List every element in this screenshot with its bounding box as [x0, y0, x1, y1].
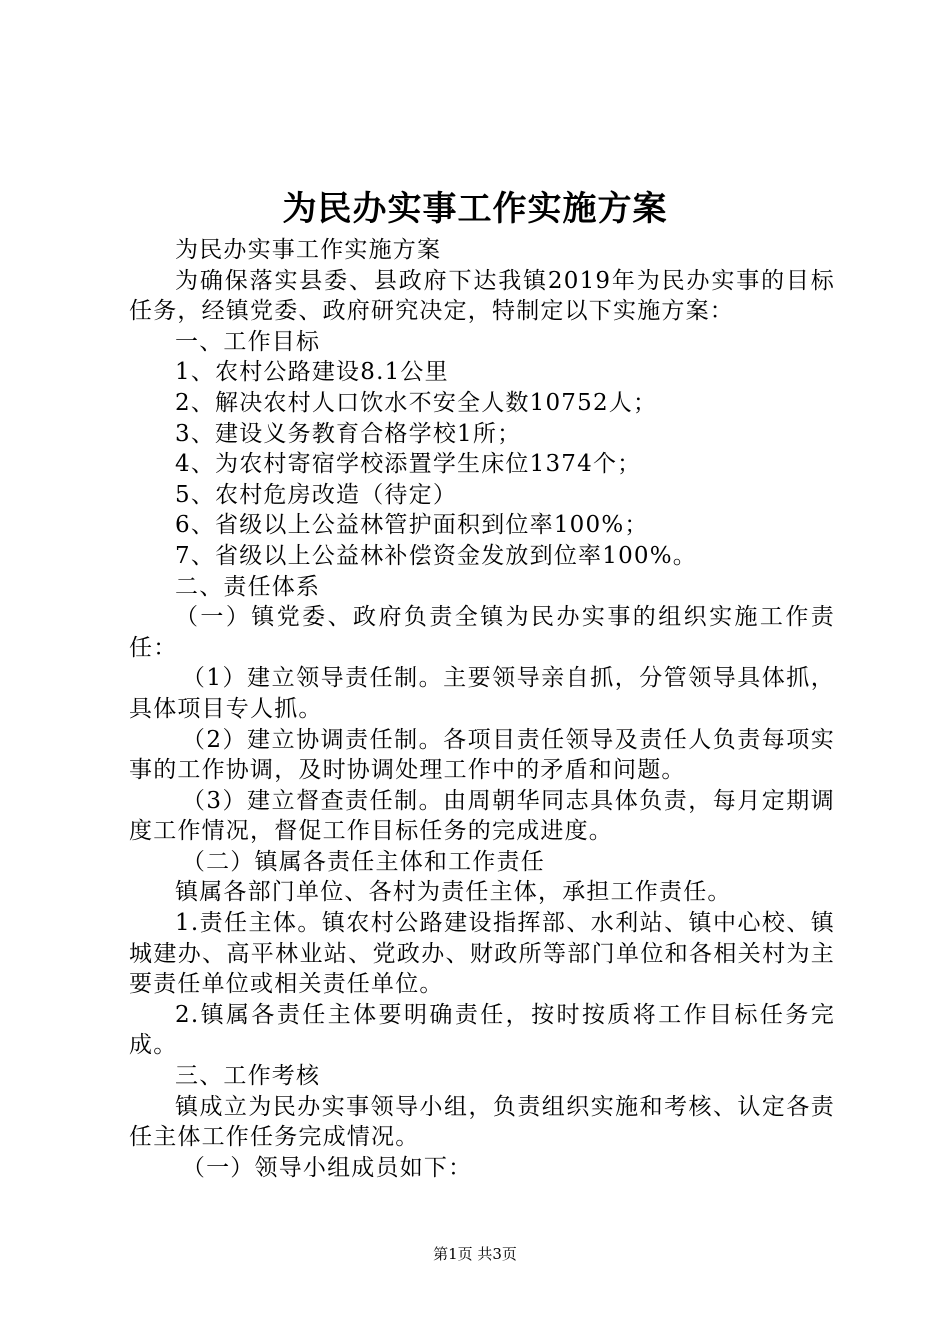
paragraph: 1.责任主体。镇农村公路建设指挥部、水利站、镇中心校、镇城建办、高平林业站、党政办、财政所等部门单位和各相关村为主要责任单位或相关责任单位。 [129, 910, 835, 998]
section-heading: 一、工作目标 [175, 328, 321, 355]
list-item: 6、省级以上公益林管护面积到位率100%； [175, 512, 649, 539]
paragraph: 为确保落实县委、县政府下达我镇2019年为民办实事的目标任务，经镇党委、政府研究决定，特制定以下实施方案： [129, 267, 835, 325]
subsection-heading: （一）领导小组成员如下： [181, 1154, 473, 1181]
paragraph: （2）建立协调责任制。各项目责任领导及责任人负责每项实事的工作协调，及时协调处理工作中的矛盾和问题。 [129, 726, 835, 784]
list-item: 2、解决农村人口饮水不安全人数10752人； [175, 389, 658, 416]
paragraph: （1）建立领导责任制。主要领导亲自抓，分管领导具体抓，具体项目专人抓。 [129, 665, 835, 722]
section-heading: 二、责任体系 [175, 573, 321, 600]
list-item: 4、为农村寄宿学校添置学生床位1374个； [175, 451, 642, 478]
paragraph: （3）建立督查责任制。由周朝华同志具体负责，每月定期调度工作情况，督促工作目标任务的完成进度。 [129, 787, 835, 845]
subsection-heading: （二）镇属各责任主体和工作责任 [181, 848, 545, 875]
document-title: 为民办实事工作实施方案 [282, 189, 668, 229]
list-item: 3、建设义务教育合格学校1所； [175, 420, 522, 447]
list-item: 5、农村危房改造（待定） [175, 481, 458, 508]
list-item: 1、农村公路建设8.1公里 [175, 359, 449, 386]
section-heading: 三、工作考核 [175, 1063, 321, 1090]
paragraph: （一）镇党委、政府负责全镇为民办实事的组织实施工作责任： [129, 604, 835, 661]
paragraph: 为民办实事工作实施方案 [175, 237, 442, 263]
paragraph: 镇成立为民办实事领导小组，负责组织实施和考核、认定各责任主体工作任务完成情况。 [129, 1093, 835, 1151]
list-item: 7、省级以上公益林补偿资金发放到位率100%。 [175, 542, 697, 569]
page-footer: 第1页 共3页 [433, 1245, 517, 1263]
document-body [129, 235, 835, 1183]
paragraph: 2.镇属各责任主体要明确责任，按时按质将工作目标任务完成。 [129, 1001, 835, 1059]
paragraph: 镇属各部门单位、各村为责任主体，承担工作责任。 [175, 879, 732, 906]
